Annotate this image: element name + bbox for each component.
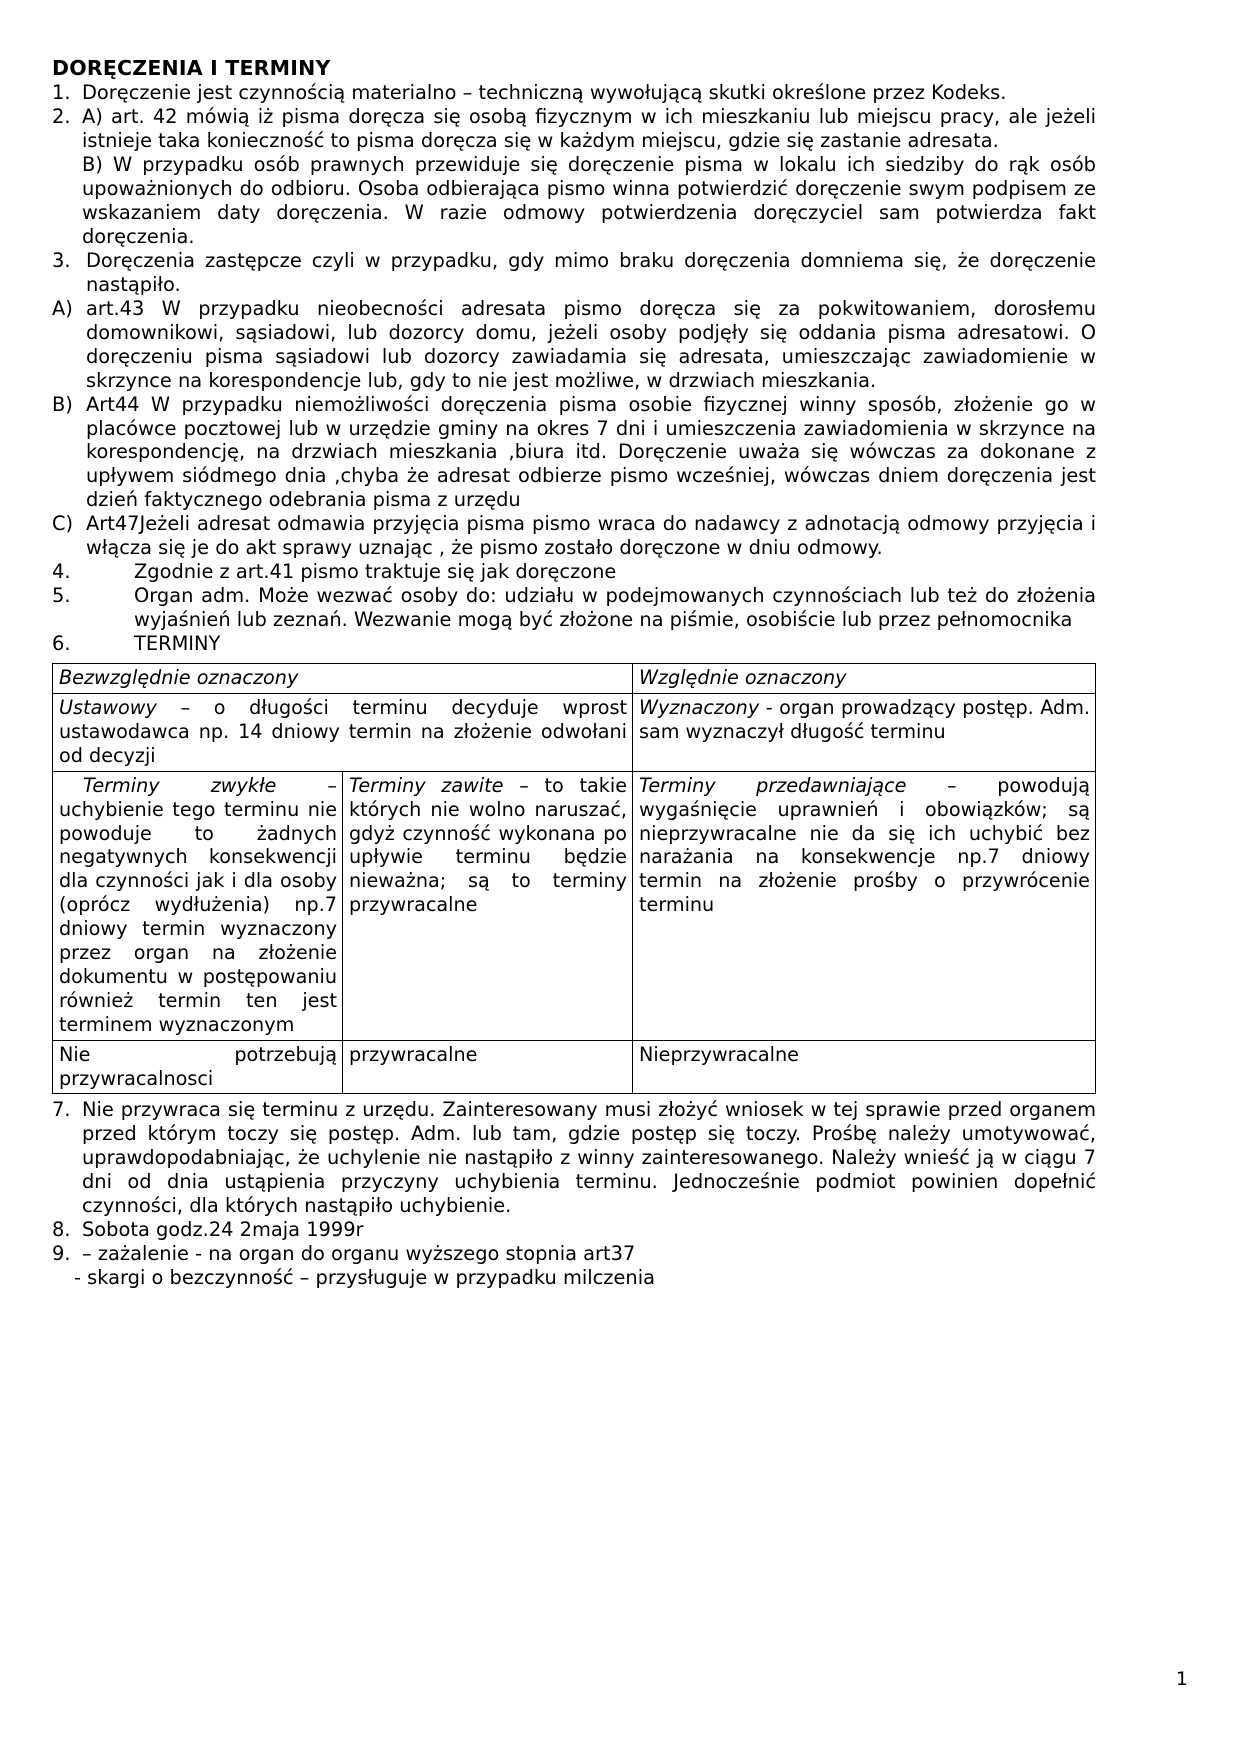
list-item-b [52, 393, 1096, 513]
table-header-left: Bezwzględnie oznaczony [53, 664, 633, 694]
list-item-c [52, 512, 1096, 560]
list-marker-1: 1. [52, 81, 71, 105]
list-item-a [52, 297, 1096, 393]
list-marker-3: 3. [52, 248, 71, 272]
table-cell-nie-potrzebuja: Nie potrzebują przywracalnosci [53, 1040, 343, 1094]
table-cell-ustawowy-lead: Ustawowy [59, 695, 157, 719]
list-item-9 [52, 1242, 1096, 1266]
table-cell-wyznaczony-rest: - organ prowadzący postęp. Adm. sam wyznaczył długość terminu [639, 695, 1090, 743]
list-text-b: Art44 W przypadku niemożliwości doręczenia pisma osobie fizycznej winny sposób, złożenie go w placówce pocztowej lub w urzędzie gminy na okres 7 dni i umieszczenia zawiadomienia w skrzynce na korespondencję, na drzwiach mieszkania ,biura itd. Doręczenie uważa się wówczas za dokonane z upływem siódmego dnia ,chyba że adresat odbierze pismo wcześniej, wówczas dniem doręczenia jest dzień faktycznego odebrania pisma z urzędu [86, 392, 1096, 512]
list-marker-8: 8. [52, 1218, 71, 1242]
table-cell-terminy-zawite-lead: Terminy zawite [349, 773, 504, 797]
list-text-3: Doręczenia zastępcze czyli w przypadku, gdy mimo braku doręczenia domniema się, że doręczenie nastąpiło. [86, 248, 1096, 296]
table-cell-nieprzywracalne: Nieprzywracalne [633, 1040, 1096, 1094]
table-cell-przywracalne: przywracalne [343, 1040, 633, 1094]
table-row-header [53, 664, 1096, 694]
list-item-4 [52, 560, 1096, 584]
list-marker-c: C) [52, 512, 74, 536]
list-marker-b: B) [52, 392, 73, 416]
table-cell-terminy-zwykle [53, 771, 343, 1040]
list-text-7: Nie przywraca się terminu z urzędu. Zainteresowany musi złożyć wniosek w tej sprawie przed organem przed którym toczy się postęp. Adm. lub tam, gdzie postęp się toczy. Prośbę należy umotywować, uprawdopodabniając, że uchylenie nie nastąpiło z winny zainteresowanego. Należy wnieść ją w ciągu 7 dni od dnia ustąpienia przyczyny uchybienia terminu. Jednocześnie podmiot powinien dopełnić czynności, dla których nastąpiło uchybienie. [82, 1098, 1096, 1218]
document-page [52, 56, 1096, 1291]
list-item-8 [52, 1218, 1096, 1242]
list-item-2a [52, 105, 1096, 153]
table-cell-wyznaczony [633, 693, 1096, 771]
table-cell-terminy-przedawniajace-lead: Terminy przedawniające [639, 773, 907, 797]
terminy-table [52, 663, 1096, 1094]
list-text-c: Art47Jeżeli adresat odmawia przyjęcia pisma pismo wraca do nadawcy z adnotacją odmowy przyjęcia i włącza się je do akt sprawy uznając , że pismo zostało doręczone w dniu odmowy. [86, 512, 1096, 560]
list-text-4: Zgodnie z art.41 pismo traktuje się jak doręczone [134, 560, 617, 584]
table-cell-ustawowy-rest: – o długości terminu decyduje wprost ustawodawca np. 14 dniowy termin na złożenie odwołani od decyzji [59, 695, 627, 767]
table-row-przywracalnosc [53, 1040, 1096, 1094]
list-text-8: Sobota godz.24 2maja 1999r [82, 1218, 364, 1242]
table-cell-terminy-zawite [343, 771, 633, 1040]
list-text-a: art.43 W przypadku nieobecności adresata pismo doręcza się za pokwitowaniem, dorosłemu domownikowi, sąsiadowi, lub dozorcy domu, jeżeli osoby podjęły się oddania pisma adresatowi. O doręczeniu pisma sąsiadowi lub dozorcy zawiadamia się adresata, umieszczając zawiadomienie w skrzynce na korespondencje lub, gdy to nie jest możliwe, w drzwiach mieszkania. [86, 296, 1096, 392]
list-item-5 [52, 584, 1096, 632]
list-marker-9: 9. [52, 1242, 71, 1266]
list-item-3 [52, 249, 1096, 297]
list-marker-a: A) [52, 296, 73, 320]
list-marker-4: 4. [52, 560, 71, 584]
list-item-7 [52, 1098, 1096, 1218]
list-text-9: – zażalenie - na organ do organu wyższego stopnia art37 [82, 1242, 636, 1266]
list-item-1 [52, 81, 1096, 105]
list-item-2b [52, 153, 1096, 249]
table-cell-terminy-zwykle-rest: – uchybienie tego terminu nie powoduje to żadnych negatywnych konsekwencji dla czynności jak i dla osoby (oprócz wydłużenia) np.7 dniowy termin wyznaczony przez organ na złożenie dokumentu w postępowaniu również termin ten jest terminem wyznaczonym [59, 773, 337, 1036]
list-marker-2: 2. [52, 105, 71, 129]
list-text-10: - skargi o bezczynność – przysługuje w przypadku milczenia [74, 1266, 655, 1290]
list-marker-5: 5. [52, 584, 71, 608]
list-text-1: Doręczenie jest czynnością materialno – techniczną wywołującą skutki określone przez Kodeks. [82, 81, 1007, 105]
list-marker-6: 6. [52, 632, 71, 656]
table-row-rodzaje [53, 771, 1096, 1040]
list-text-2b: B) W przypadku osób prawnych przewiduje się doręczenie pisma w lokalu ich siedziby do rąk osób upoważnionych do odbioru. Osoba odbierająca pismo winna potwierdzić doręczenie swym podpisem ze wskazaniem daty doręczenia. W razie odmowy potwierdzenia doręczyciel sam potwierdza fakt doręczenia. [82, 153, 1096, 248]
page-title: DORĘCZENIA I TERMINY [52, 56, 331, 80]
list-text-5: Organ adm. Może wezwać osoby do: udziału w podejmowanych czynnościach lub też do złożenia wyjaśnień lub zeznań. Wezwanie mogą być złożone na piśmie, osobiście lub przez pełnomocnika [134, 584, 1096, 632]
table-cell-wyznaczony-lead: Wyznaczony [639, 695, 760, 719]
table-cell-terminy-zawite-rest: – to takie których nie wolno naruszać, gdyż czynność wykonana po upływie terminu będzie nieważna; są to terminy przywracalne [349, 773, 627, 917]
table-cell-terminy-przedawniajace-rest: – powodują wygaśnięcie uprawnień i obowiązków; są nieprzywracalne nie da się ich uchybić bez narażania na konsekwencje np.7 dniowy termin na złożenie prośby o przywrócenie terminu [639, 773, 1090, 917]
list-text-2a: A) art. 42 mówią iż pisma doręcza się osobą fizycznym w ich mieszkaniu lub miejscu pracy, ale jeżeli istnieje taka konieczność to pisma doręcza się w każdym miejscu, gdzie się zastanie adresata. [82, 105, 1096, 153]
table-cell-terminy-przedawniajace [633, 771, 1096, 1040]
list-item-6 [52, 632, 1096, 656]
list-marker-7: 7. [52, 1098, 71, 1122]
list-text-6: TERMINY [134, 632, 221, 656]
table-cell-ustawowy [53, 693, 633, 771]
table-cell-terminy-zwykle-lead: Terminy zwykłe [83, 773, 277, 797]
table-row-ustawowy [53, 693, 1096, 771]
page-number: 1 [1175, 1668, 1188, 1690]
table-header-right: Względnie oznaczony [633, 664, 1096, 694]
